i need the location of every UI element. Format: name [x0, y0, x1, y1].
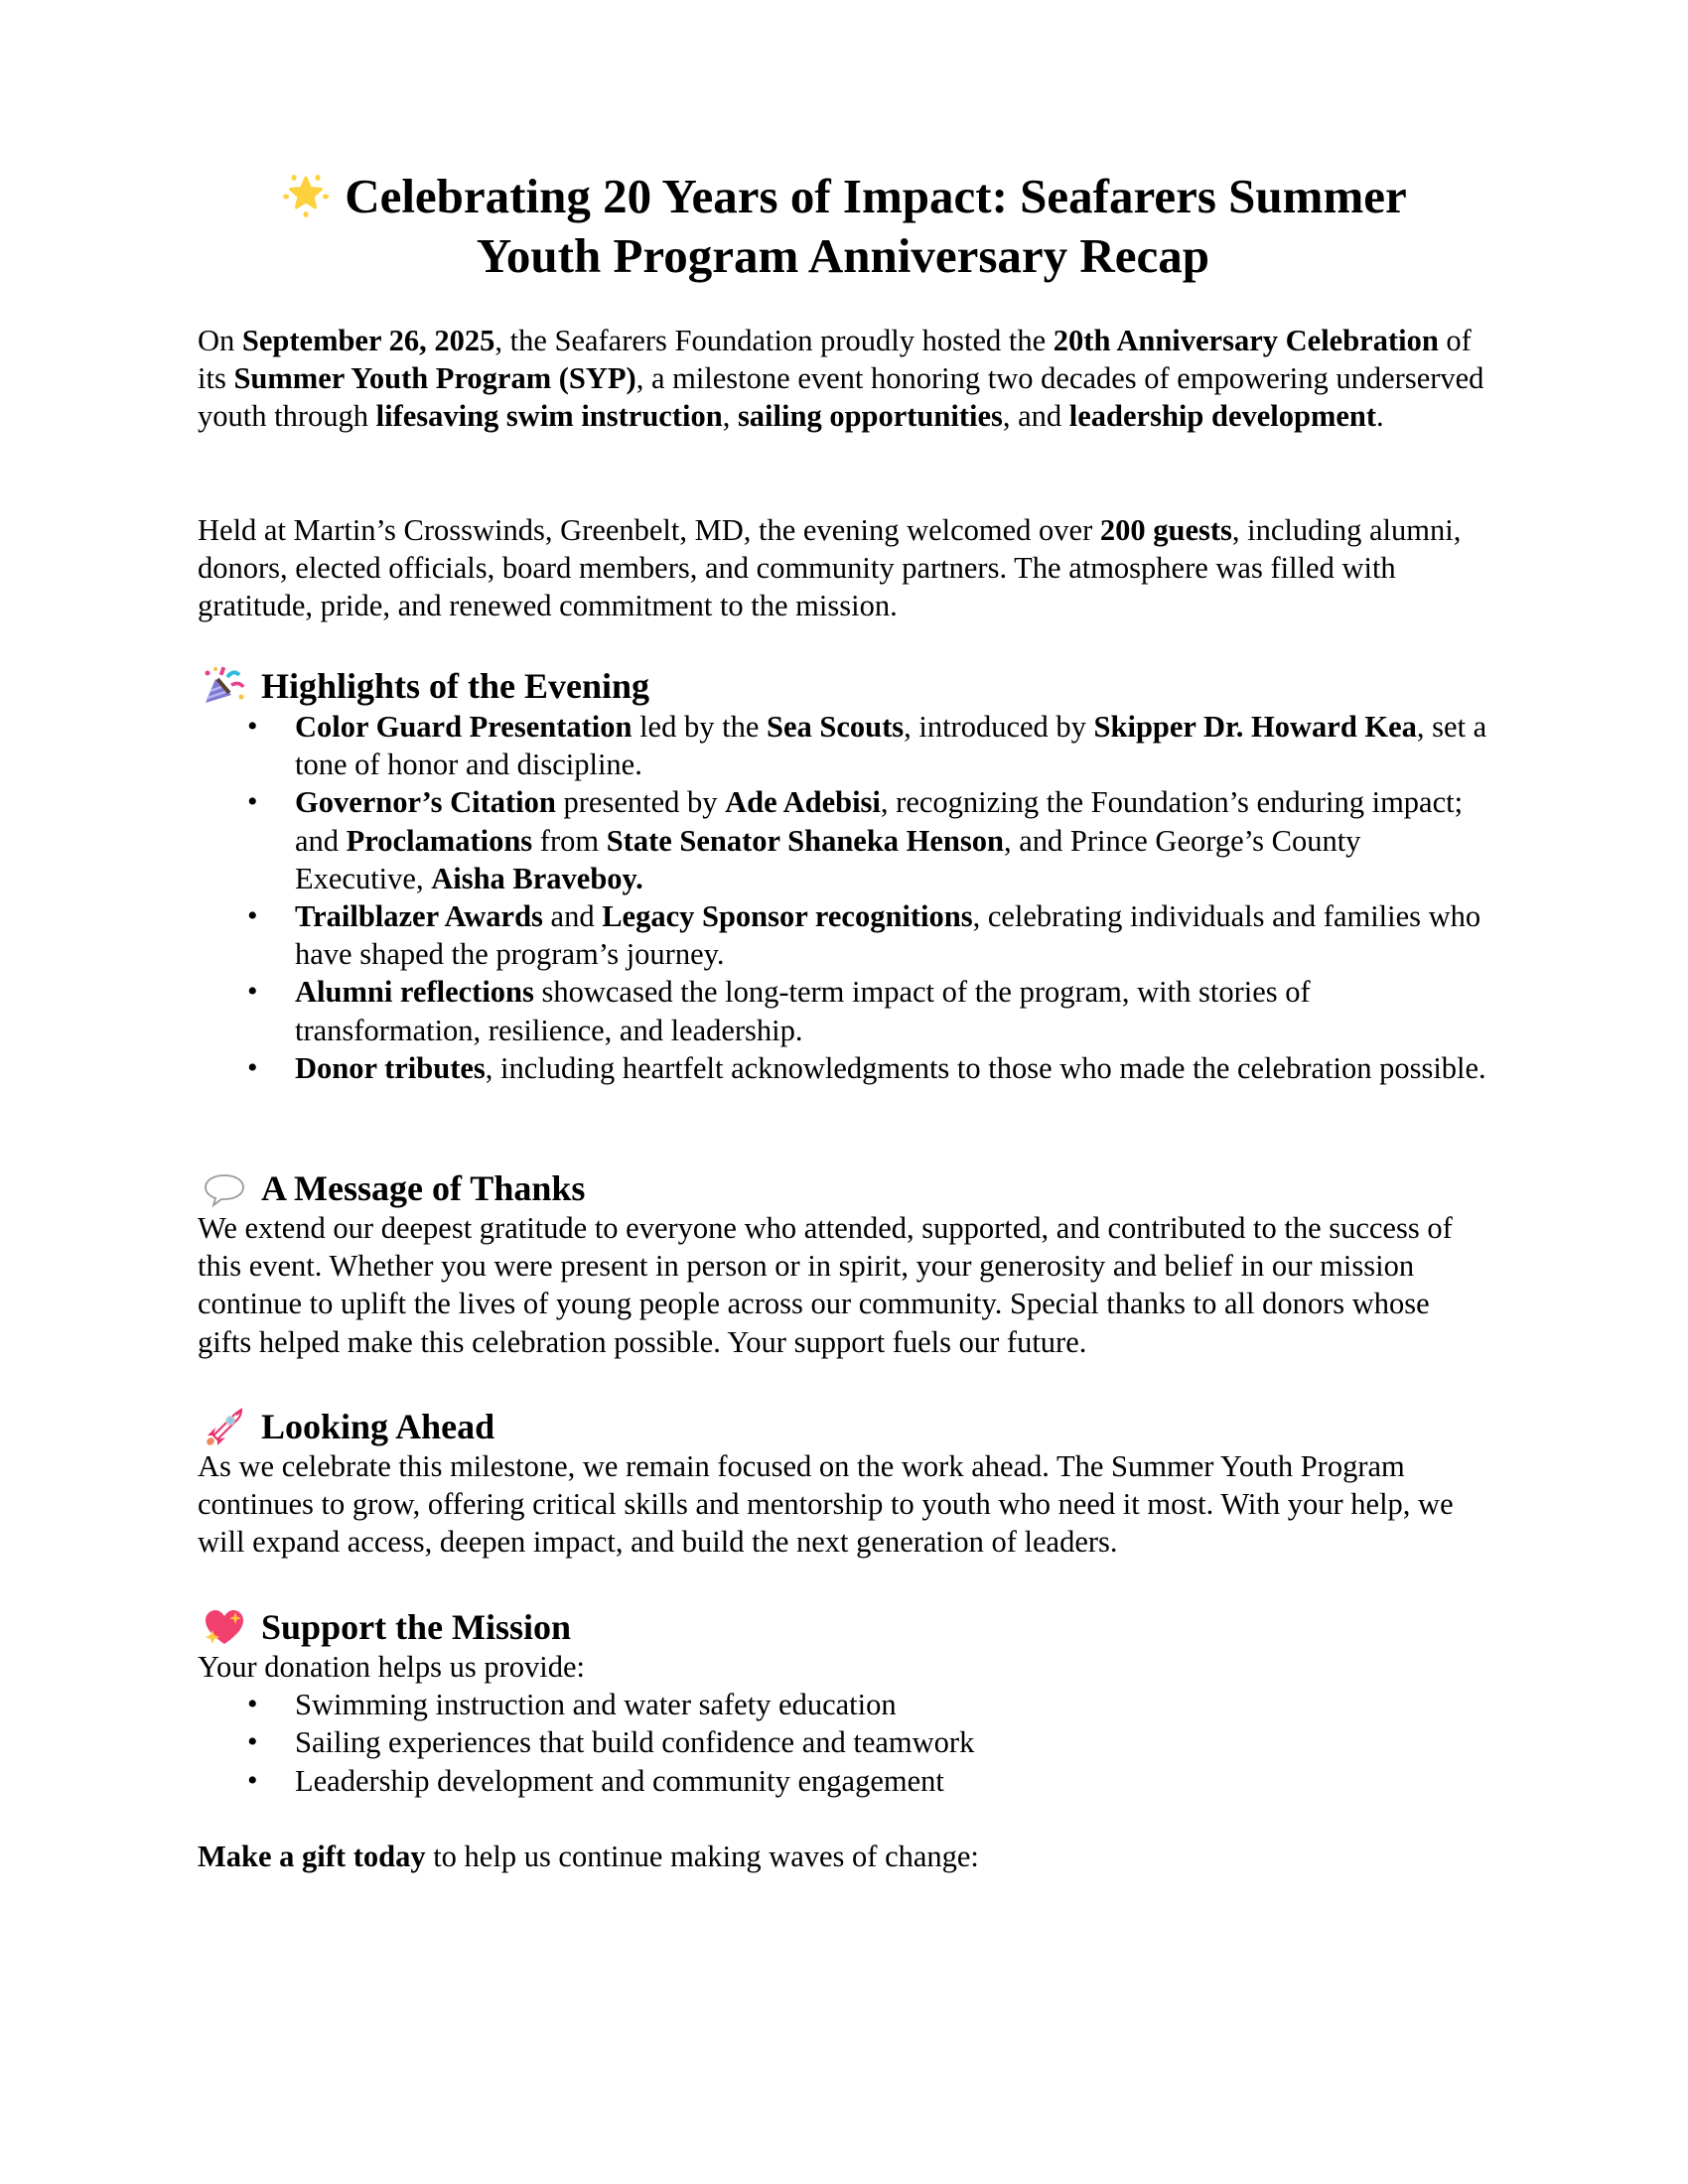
- support-section: [198, 1606, 1488, 1875]
- bold-text: Donor tributes: [295, 1050, 486, 1085]
- text-run: On: [198, 324, 242, 357]
- party-popper-icon: [202, 665, 247, 707]
- ahead-heading-text: Looking Ahead: [261, 1407, 495, 1446]
- list-item: • Sailing experiences that build confidence and teamwork: [198, 1723, 1488, 1761]
- text-run: , a milestone event honoring two decades of empowering underserved youth through: [198, 361, 1484, 434]
- donate-call-to-action: [198, 1838, 1488, 1875]
- text-run: , introduced by: [904, 710, 1094, 744]
- support-heading-text: Support the Mission: [261, 1607, 572, 1647]
- ahead-section: [198, 1406, 1488, 1562]
- page-title: [198, 167, 1488, 286]
- glowing-star-icon: [279, 169, 333, 218]
- text-run: led by the: [632, 710, 767, 744]
- text-run: , set a tone of honor and discipline.: [295, 710, 1487, 782]
- bold-text: lifesaving swim instruction: [375, 399, 723, 434]
- thanks-section: [198, 1167, 1488, 1361]
- bold-text: Summer Youth Program (SYP): [233, 361, 636, 396]
- thanks-heading-text: A Message of Thanks: [261, 1168, 586, 1208]
- list-item: [198, 897, 1488, 973]
- highlights-section: [198, 665, 1488, 1087]
- text-run: .: [1376, 399, 1384, 434]
- text-run: , and: [1002, 399, 1069, 434]
- text-run: Held at Martin’s Crosswinds, Greenbelt, MD, the evening welcomed over: [198, 513, 1100, 547]
- title-line-1: Celebrating 20 Years of Impact: Seafarers Summer: [345, 169, 1407, 223]
- thanks-paragraph: We extend our deepest gratitude to everyone who attended, supported, and contributed to the success of this event. Whether you were present in person or in spirit, your generosity and belief in our mission continue to uplift the lives of young people across our community. Special thanks to all donors whose gifts helped make this celebration possible. Your support fuels our future.: [198, 1211, 1453, 1359]
- bold-text: Trailblazer Awards: [295, 899, 543, 934]
- highlights-list: [198, 708, 1488, 1087]
- title-line-2: Youth Program Anniversary Recap: [476, 228, 1210, 283]
- support-list: [198, 1686, 1488, 1800]
- sparkling-heart-icon: [202, 1606, 247, 1648]
- support-heading: [198, 1606, 1488, 1648]
- bold-text: Sea Scouts: [766, 710, 905, 744]
- list-item: [198, 708, 1488, 783]
- highlights-heading: [198, 665, 1488, 707]
- bold-text: Make a gift today: [198, 1839, 426, 1873]
- text-run: from: [532, 823, 607, 858]
- bold-text: Proclamations: [346, 823, 533, 858]
- bold-text: Color Guard Presentation: [295, 710, 633, 744]
- highlights-heading-text: Highlights of the Evening: [261, 666, 650, 706]
- ahead-paragraph: As we celebrate this milestone, we remain focused on the work ahead. The Summer Youth Program continues to grow, offering critical skills and mentorship to youth who need it most. With your help, we will expand access, deepen impact, and build the next generation of leaders.: [198, 1449, 1454, 1560]
- text-run: , and Prince George’s County Executive,: [295, 823, 1361, 895]
- text-run: , recognizing the Foundation’s enduring impact; and: [295, 785, 1464, 858]
- bold-text: Governor’s Citation: [295, 785, 556, 820]
- text-run: to help us continue making waves of change:: [425, 1839, 979, 1873]
- venue-paragraph: [198, 511, 1488, 625]
- speech-balloon-icon: [202, 1167, 247, 1209]
- list-item: • Swimming instruction and water safety education: [198, 1686, 1488, 1723]
- bold-text: 20th Anniversary Celebration: [1053, 324, 1439, 357]
- text-run: ,: [722, 399, 738, 434]
- rocket-icon: [202, 1406, 247, 1447]
- support-lead: Your donation helps us provide:: [198, 1650, 586, 1684]
- text-run: and: [542, 899, 603, 934]
- text-run: , including heartfelt acknowledgments to those who made the celebration possible.: [485, 1050, 1486, 1085]
- bold-text: leadership development: [1068, 399, 1377, 434]
- list-item: • Leadership development and community engagement: [198, 1762, 1488, 1800]
- text-run: , celebrating individuals and families who have shaped the program’s journey.: [295, 899, 1481, 972]
- bold-text: State Senator Shaneka Henson: [606, 823, 1004, 858]
- list-item: [198, 1049, 1488, 1087]
- bold-text: Skipper Dr. Howard Kea: [1093, 710, 1417, 744]
- text-run: , the Seafarers Foundation proudly hosted the: [494, 324, 1054, 357]
- text-run: of its: [198, 324, 1472, 396]
- bold-text: Ade Adebisi: [725, 785, 881, 820]
- bold-text: September 26, 2025: [241, 324, 495, 357]
- text-run: , including alumni, donors, elected officials, board members, and community partners. The atmosphere was filled with gratitude, pride, and renewed commitment to the mission.: [198, 513, 1462, 623]
- ahead-heading: [198, 1406, 1488, 1447]
- list-item: [198, 973, 1488, 1048]
- text-run: showcased the long-term impact of the program, with stories of transformation, resilience, and leadership.: [295, 975, 1311, 1047]
- list-item: [198, 783, 1488, 897]
- bold-text: Aisha Braveboy.: [431, 861, 643, 895]
- bold-text: Legacy Sponsor recognitions: [602, 899, 973, 934]
- bold-text: sailing opportunities: [737, 399, 1003, 434]
- intro-paragraph: [198, 322, 1488, 436]
- bold-text: Alumni reflections: [295, 975, 534, 1010]
- thanks-heading: [198, 1167, 1488, 1209]
- bold-text: 200 guests: [1099, 513, 1232, 547]
- text-run: presented by: [555, 785, 726, 820]
